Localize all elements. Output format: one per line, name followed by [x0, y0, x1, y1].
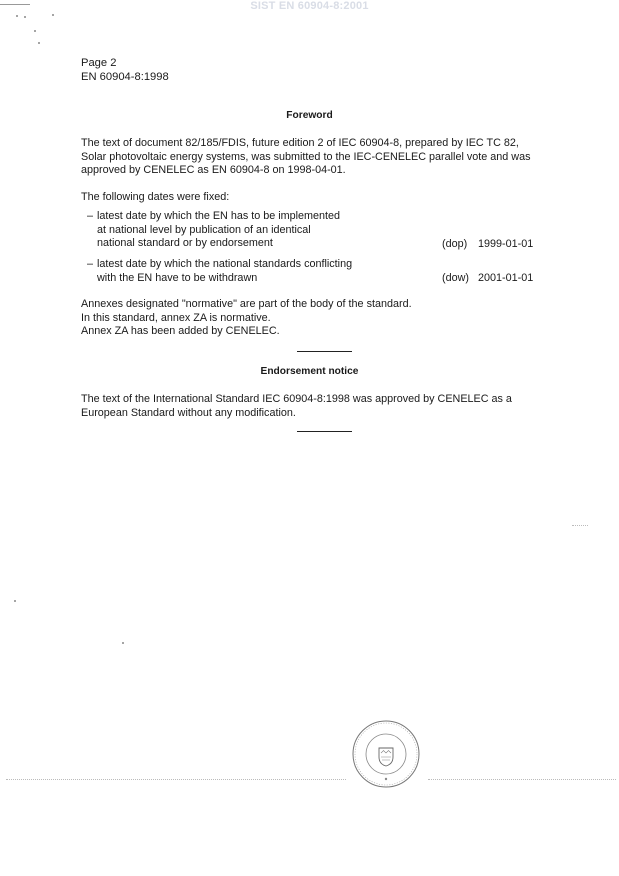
watermark: SIST EN 60904-8:2001	[250, 0, 369, 12]
scan-dotted-line	[428, 779, 616, 780]
foreword-intro	[81, 137, 576, 178]
scan-speck	[24, 16, 26, 18]
foreword-heading: Foreword	[286, 110, 333, 121]
text-line: approved by CENELEC as EN 60904-8 on 1998-04-01.	[81, 164, 346, 176]
scan-mark	[0, 4, 30, 5]
scan-speck	[16, 15, 18, 17]
text-line: The text of document 82/185/FDIS, future edition 2 of IEC 60904-8, prepared by IEC TC 82,	[81, 137, 519, 149]
text-line: with the EN have to be withdrawn	[97, 271, 258, 284]
text-line: The text of the International Standard IEC 60904-8:1998 was approved by CENELEC as a	[81, 393, 512, 405]
scan-speck	[122, 642, 124, 644]
text-line: at national level by publication of an identical	[97, 223, 311, 236]
scan-speck	[38, 42, 40, 44]
text-line: Solar photovoltaic energy systems, was submitted to the IEC-CENELEC parallel vote and was	[81, 150, 531, 163]
annex-notes	[81, 298, 576, 339]
section-divider	[297, 351, 352, 352]
text-line: Annexes designated "normative" are part of the body of the standard.	[81, 298, 412, 310]
endorsement-heading: Endorsement notice	[260, 366, 359, 377]
scan-speck	[52, 14, 54, 16]
dop-code: (dop)	[442, 238, 468, 250]
dow-code: (dow)	[442, 272, 469, 284]
dop-date: 1999-01-01	[478, 238, 534, 250]
document-id: EN 60904-8:1998	[81, 71, 169, 83]
dow-date: 2001-01-01	[478, 272, 534, 284]
text-line: – latest date by which the EN has to be implemented	[87, 210, 341, 222]
text-line: In this standard, annex ZA is normative.	[81, 311, 271, 324]
section-divider	[297, 431, 352, 432]
scan-speck	[34, 30, 36, 32]
page-number: Page 2	[81, 57, 117, 69]
scan-dotted-line	[6, 779, 346, 780]
text-line: Annex ZA has been added by CENELEC.	[81, 325, 280, 337]
scan-dotted-line	[572, 525, 588, 526]
endorsement-text	[81, 393, 576, 420]
text-line: European Standard without any modification.	[81, 406, 296, 419]
dates-intro: The following dates were fixed:	[81, 191, 230, 203]
scan-speck	[14, 600, 16, 602]
official-seal-stamp	[350, 718, 422, 790]
text-line: – latest date by which the national standards conflicting	[87, 258, 353, 270]
text-line: national standard or by endorsement	[97, 237, 273, 249]
